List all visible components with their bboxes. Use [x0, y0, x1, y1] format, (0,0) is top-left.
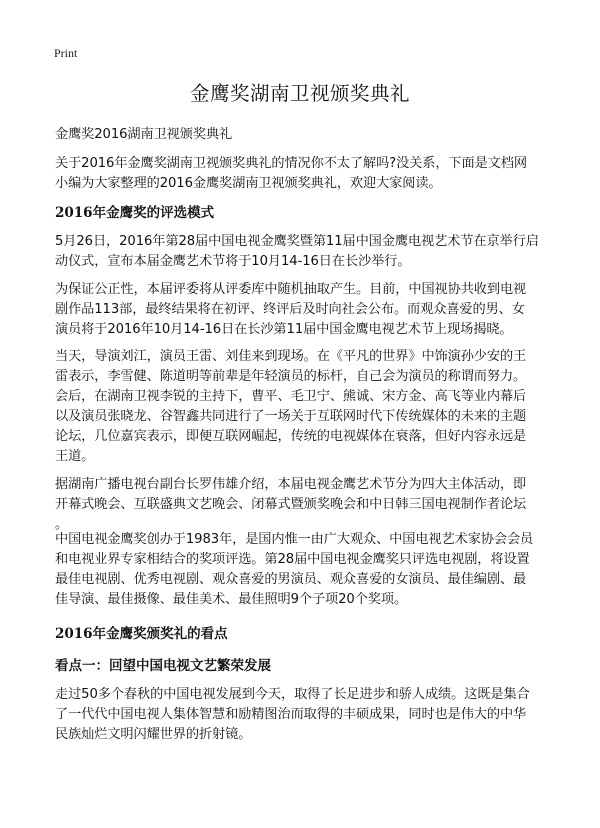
text-line: 走过50多个春秋的中国电视发展到今天，取得了长足进步和骄人成绩。这既是集合 [55, 687, 530, 702]
section-heading-highlights: 2016年金鹰奖颁奖礼的看点 [55, 626, 228, 642]
text-line: 会后，在湖南卫视李锐的主持下，曹平、毛卫宁、熊诚、宋方金、高飞等业内幕后 [55, 389, 527, 404]
text-line: 5月26日，2016年第28届中国电视金鹰奖暨第11届中国金鹰电视艺术节在京举行启 [55, 234, 539, 249]
text-line: 中国电视金鹰奖创办于1983年，是国内惟一由广大观众、中国电视艺术家协会会员 [55, 532, 534, 547]
text-line: 动仪式，宣布本届金鹰艺术节将于10月14-16日在长沙举行。 [55, 254, 411, 269]
text-line: 和电视业界专家相结合的奖项评选。第28届中国电视金鹰奖只评选电视剧，将设置 [55, 552, 530, 567]
text-line: 当天，导演刘江，演员王雷、刘佳来到现场。在《平凡的世界》中饰演孙少安的王 [55, 349, 527, 364]
text-line: 论坛，几位嘉宾表示，即便互联网崛起，传统的电视媒体在衰落，但好内容永远是 [55, 429, 527, 444]
page-title: 金鹰奖湖南卫视颁奖典礼 [189, 82, 410, 105]
section-heading-selection-mode: 2016年金鹰奖的评选模式 [55, 205, 215, 221]
paragraph-fairness [55, 280, 555, 340]
text-line: 以及演员张晓龙、谷智鑫共同进行了一场关于互联网时代下传统媒体的未来的主题 [55, 409, 527, 424]
paragraph-launch [55, 232, 555, 272]
text-line: 佳导演、最佳摄像、最佳美术、最佳照明9个子项20个奖项。 [55, 592, 408, 607]
print-link[interactable]: Print [54, 46, 78, 60]
intro-paragraph [55, 154, 555, 194]
text-line: 了一代代中国电视人集体智慧和励精图治而取得的丰硕成果，同时也是伟大的中华 [55, 707, 527, 722]
subtitle: 金鹰奖2016湖南卫视颁奖典礼 [55, 127, 233, 142]
text-line: 。 [55, 517, 69, 532]
paragraph-forum [55, 347, 555, 467]
text-line: 最佳电视剧、优秀电视剧、观众喜爱的男演员、观众喜爱的女演员、最佳编剧、最 [55, 572, 527, 587]
text-line: 据湖南广播电视台副台长罗伟雄介绍，本届电视金鹰艺术节分为四大主体活动，即 [55, 477, 527, 492]
text-line: 小编为大家整理的2016金鹰奖湖南卫视颁奖典礼，欢迎大家阅读。 [55, 176, 442, 191]
text-line: 为保证公正性，本届评委将从评委库中随机抽取产生。目前，中国视协共收到电视 [55, 282, 527, 297]
paragraph-activities [55, 475, 555, 535]
text-line: 剧作品113部，最终结果将在初评、终评后及时向社会公布。而观众喜爱的男、女 [55, 302, 525, 317]
paragraph-history [55, 530, 555, 610]
text-line: 演员将于2016年10月14-16日在长沙第11届中国金鹰电视艺术节上现场揭晓。 [55, 322, 513, 337]
text-line: 雷表示，李雪健、陈道明等前辈是年轻演员的标杆，自己会为演员的称谓而努力。 [55, 369, 527, 384]
text-line: 开幕式晚会、互联盛典文艺晚会、闭幕式暨颁奖晚会和中日韩三国电视制作者论坛 [55, 497, 527, 512]
text-line: 王道。 [55, 449, 95, 464]
point-heading-1: 看点一：回望中国电视文艺繁荣发展 [55, 658, 271, 674]
paragraph-review [55, 685, 555, 745]
text-line: 关于2016年金鹰奖湖南卫视颁奖典礼的情况你不太了解吗?没关系，下面是文档网 [55, 156, 527, 171]
text-line: 民族灿烂文明闪耀世界的折射镜。 [55, 727, 252, 742]
